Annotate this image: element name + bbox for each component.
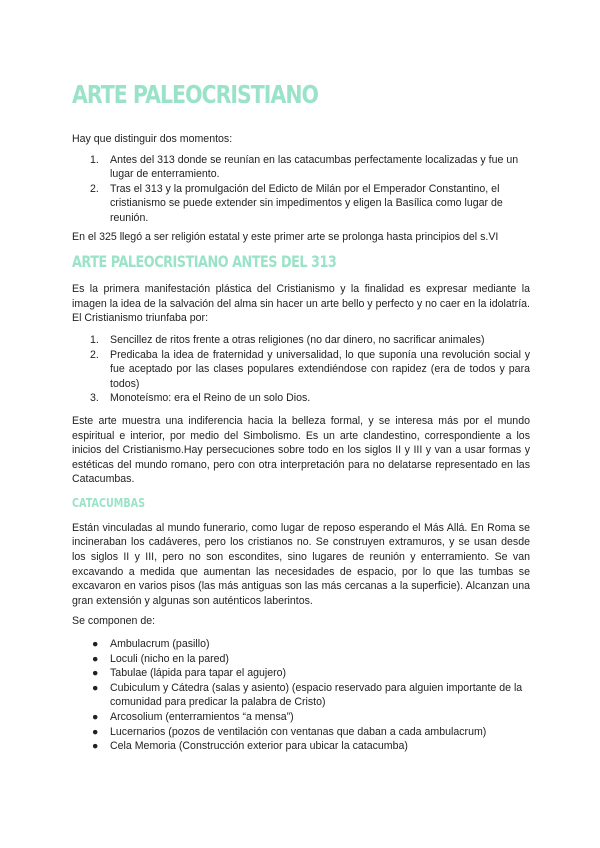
list-item-text: Tabulae (lápida para tapar el agujero) xyxy=(110,667,287,680)
list-item xyxy=(72,739,530,754)
list-item-text: Tras el 313 y la promulgación del Edicto de Milán por el Emperador Constantino, el cristianismo se puede extender sin impedimentos y eligen la Basílica como lugar de reunión. xyxy=(110,182,503,224)
components-lead: Se componen de: xyxy=(72,615,156,628)
list-item-text: Predicaba la idea de fraternidad y universalidad, lo que suponía una revolución social y fue aceptado por las clases populares extendiéndose con rapidez (era de todos y para todos) xyxy=(110,348,530,390)
paragraph: Están vinculadas al mundo funerario, como lugar de reposo esperando el Más Allá. En Roma se incineraban los cadáveres, pero los cristianos no. Se construyen extramuros, y se usan desde los siglos II y III, pero no son escondites, sino lugares de reunión y enterramiento. Se van excavando a medida que aumentan las necesidades de espacio, por lo que las tumbas se excavaron en varios pisos (las más antiguas son las más cercanas a la superficie). Alcanzan una gran extensión y algunas son auténticos laberintos. xyxy=(72,521,530,607)
intro-list xyxy=(72,153,530,226)
list-item-text: Cela Memoria (Construcción exterior para ubicar la catacumba) xyxy=(110,740,408,753)
bullet-icon: ● xyxy=(92,711,99,723)
list-item-text: Monoteísmo: era el Reino de un solo Dios. xyxy=(110,392,311,405)
list-item-text: Sencillez de ritos frente a otras religiones (no dar dinero, no sacrificar animales) xyxy=(110,333,485,346)
list-item xyxy=(72,725,530,740)
list-item xyxy=(72,391,530,406)
list-item-text: Cubiculum y Cátedra (salas y asiento) (espacio reservado para alguien importante de la comunidad para predicar la palabra de Cristo) xyxy=(110,681,523,709)
section-heading: ARTE PALEOCRISTIANO ANTES DEL 313 xyxy=(72,252,337,272)
intro-closing: En el 325 llegó a ser religión estatal y este primer arte se prolonga hasta principios del s.VI xyxy=(72,230,499,243)
list-item xyxy=(72,182,530,226)
intro-lead: Hay que distinguir dos momentos: xyxy=(72,133,233,145)
list-number: 2. xyxy=(90,182,99,195)
bullet-icon: ● xyxy=(92,725,99,738)
list-item xyxy=(72,153,530,182)
list-item-text: Loculi (nicho en la pared) xyxy=(110,652,229,665)
bullet-icon: ● xyxy=(92,740,99,753)
list-item-text: Lucernarios (pozos de ventilación con ventanas que daban a cada ambulacrum) xyxy=(110,725,487,738)
reasons-list xyxy=(72,333,530,406)
list-number: 1. xyxy=(90,153,99,166)
list-item xyxy=(72,666,530,681)
list-item-text: Ambulacrum (pasillo) xyxy=(110,638,210,651)
bullet-icon: ● xyxy=(92,667,99,680)
bullet-icon: ● xyxy=(92,638,99,651)
list-item-text: Antes del 313 donde se reunían en las catacumbas perfectamente localizadas y fue un lugar de enterramiento. xyxy=(110,153,519,181)
components-list xyxy=(72,637,530,754)
list-item-text: Arcosolium (enterramientos “a mensa”) xyxy=(110,711,294,723)
document-page xyxy=(72,70,530,758)
list-number: 2. xyxy=(90,348,99,361)
list-item xyxy=(72,652,530,667)
list-item xyxy=(72,710,530,725)
subsection-heading: CATACUMBAS xyxy=(72,495,146,510)
list-item xyxy=(72,348,530,392)
list-number: 3. xyxy=(90,392,99,405)
list-item xyxy=(72,333,530,348)
list-item xyxy=(72,637,530,652)
list-item xyxy=(72,681,530,710)
paragraph: Este arte muestra una indiferencia hacia la belleza formal, y se interesa más por el mundo espiritual e interior, por medio del Simbolismo. Es un arte clandestino, correspondiente a los inicios del Cristianismo.Hay persecuciones sobre todo en los siglos II y III y van a usar formas y estéticas del mundo romano, pero con otra interpretación para no delatarse representado en las Catacumbas. xyxy=(72,414,530,486)
bullet-icon: ● xyxy=(92,681,99,694)
bullet-icon: ● xyxy=(92,652,99,665)
list-number: 1. xyxy=(90,333,99,346)
page-title: ARTE PALEOCRISTIANO xyxy=(72,80,318,109)
paragraph: Es la primera manifestación plástica del Cristianismo y la finalidad es expresar mediante la imagen la idea de la salvación del alma sin hacer un arte bello y perfecto y no caer en la idolatría. El Cristianismo triunfaba por: xyxy=(72,283,530,325)
